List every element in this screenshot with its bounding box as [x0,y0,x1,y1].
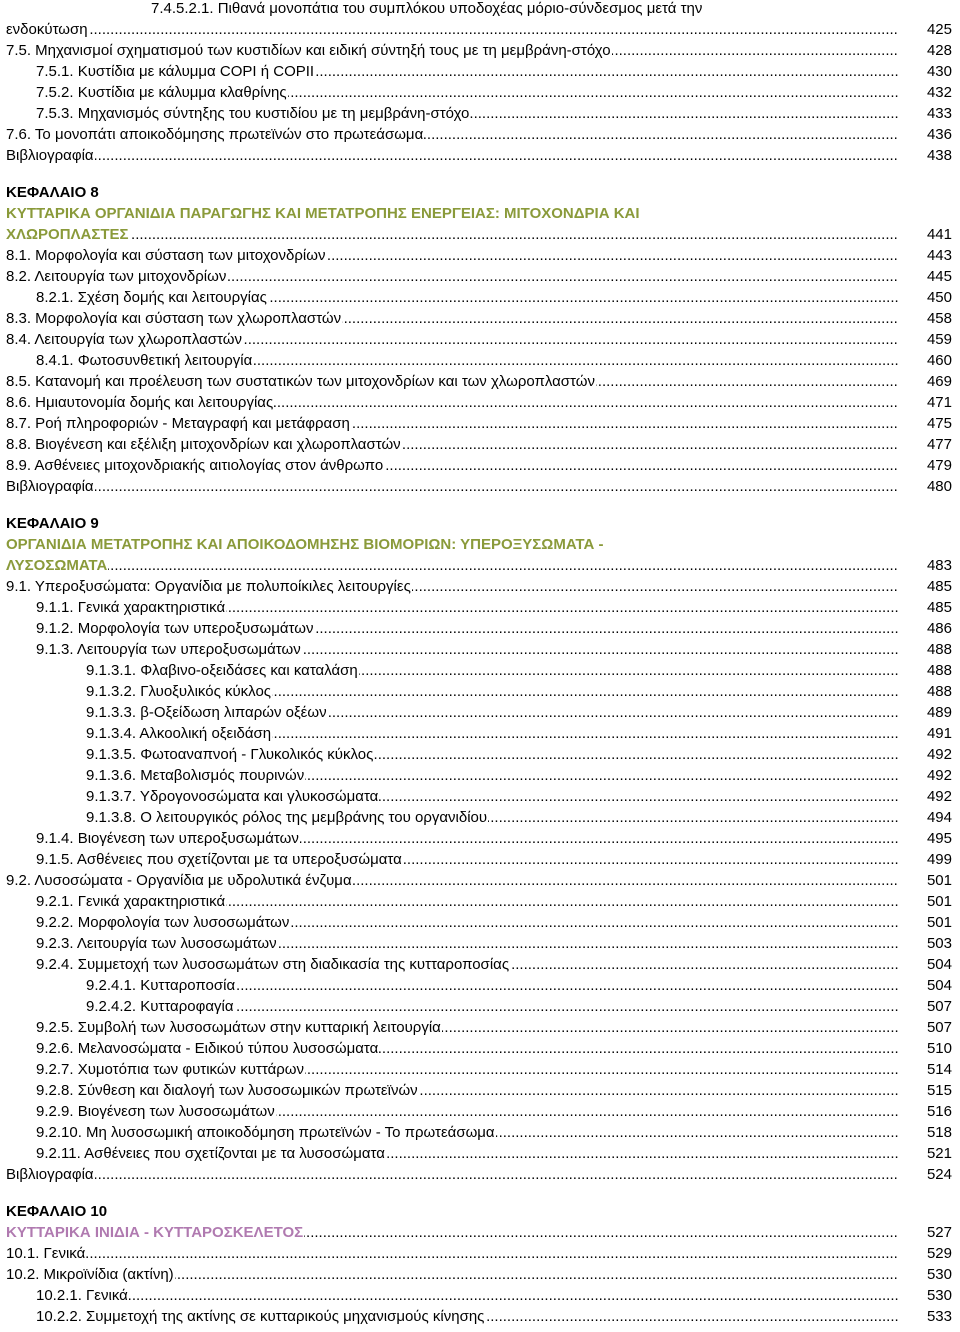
toc-entry[interactable] [6,807,956,828]
toc-entry[interactable] [6,1017,956,1038]
entry-title: 8.6. Ημιαυτονομία δομής και λειτουργίας [6,394,274,411]
entry-title: 8.8. Βιογένεση και εξέλιξη μιτοχονδρίων και χλωροπλαστών [6,436,401,453]
dot-leader [6,476,898,497]
page-number: 432 [926,84,952,101]
toc-entry[interactable] [6,61,956,82]
toc-entry[interactable] [6,1038,956,1059]
toc-entry[interactable] [6,1143,956,1164]
toc-entry[interactable] [6,1059,956,1080]
dot-leader [6,145,898,166]
chapter-number-text: ΚΕΦΑΛΑΙΟ 10 [6,1203,108,1220]
page-number: 459 [926,331,952,348]
entry-title: 9.2.8. Σύνθεση και διαλογή των λυσοσωμικών πρωτεϊνών [36,1082,418,1099]
page-number: 518 [926,1124,952,1141]
toc-entry[interactable] [6,434,956,455]
entry-title: 7.5.2. Κυστίδια με κάλυμμα κλαθρίνης [36,84,287,101]
toc-entry[interactable] [6,82,956,103]
toc-entry[interactable] [6,266,956,287]
toc-entry[interactable] [6,639,956,660]
entry-title: 9.2.3. Λειτουργία των λυσοσωμάτων [36,935,277,952]
entry-title: 9.2.6. Μελανοσώματα - Ειδικού τύπου λυσοσώματα [36,1040,379,1057]
toc-entry[interactable] [6,660,956,681]
entry-title: 9.2.4.1. Κυτταροποσία [86,977,236,994]
entry-title: 9.2.1. Γενικά χαρακτηριστικά [36,893,226,910]
section-gap [6,1185,956,1201]
page-number: 445 [926,268,952,285]
page-number: 501 [926,872,952,889]
toc-entry[interactable] [6,308,956,329]
entry-title: 8.1. Μορφολογία και σύσταση των μιτοχονδρίων [6,247,326,264]
entry-title: 10.2.1. Γενικά [36,1287,128,1304]
chapter-title-text: ΚΥΤΤΑΡΙΚΑ ΟΡΓΑΝΙΔΙΑ ΠΑΡΑΓΩΓΗΣ ΚΑΙ ΜΕΤΑΤΡΟΠΗΣ ΕΝΕΡΓΕΙΑΣ: ΜΙΤΟΧΟΝΔΡΙΑ ΚΑΙ [6,205,640,222]
entry-title: 10.2. Μικροϊνίδια (ακτίνη) [6,1266,174,1283]
entry-title: 9.1.3.7. Υδρογονοσώματα και γλυκοσώματα [86,788,379,805]
page-number: 477 [926,436,952,453]
entry-title: ΛΥΣΟΣΩΜΑΤΑ [6,557,108,574]
page-number: 483 [926,557,952,574]
chapter-number-text: ΚΕΦΑΛΑΙΟ 9 [6,515,99,532]
page-number: 530 [926,1287,952,1304]
toc-entry[interactable] [6,392,956,413]
entry-title: Βιβλιογραφία [6,1166,94,1183]
section-gap [6,166,956,182]
page-number: 433 [926,105,952,122]
entry-title: 9.2. Λυσοσώματα - Οργανίδια με υδρολυτικά ένζυμα [6,872,352,889]
table-of-contents [6,0,956,1327]
page-number: 428 [926,42,952,59]
toc-entry[interactable] [6,786,956,807]
entry-title: 10.1. Γενικά [6,1245,86,1262]
toc-entry[interactable] [6,287,956,308]
entry-title: 9.2.7. Χυμοτόπια των φυτικών κυττάρων [36,1061,304,1078]
page-number: 504 [926,977,952,994]
page-number: 438 [926,147,952,164]
page-number: 529 [926,1245,952,1262]
entry-title: 9.1.3.3. β-Οξείδωση λιπαρών οξέων [86,704,327,721]
page-number: 530 [926,1266,952,1283]
toc-entry[interactable] [6,455,956,476]
toc-entry[interactable] [6,1164,956,1185]
entry-title: 9.2.2. Μορφολογία των λυσοσωμάτων [36,914,290,931]
entry-title: 9.1. Υπεροξυσώματα: Οργανίδια με πολυποίκιλες λειτουργίες [6,578,411,595]
page-number: 516 [926,1103,952,1120]
entry-title: 8.2. Λειτουργία των μιτοχονδρίων [6,268,227,285]
toc-entry[interactable] [6,744,956,765]
toc-entry[interactable] [6,576,956,597]
toc-entry[interactable] [6,1122,956,1143]
page-number: 507 [926,998,952,1015]
entry-title: 9.1.3. Λειτουργία των υπεροξυσωμάτων [36,641,301,658]
chapter-title-entry[interactable] [6,555,956,576]
page-number: 533 [926,1308,952,1325]
page-number: 492 [926,767,952,784]
entry-title: 9.1.3.8. Ο λειτουργικός ρόλος της μεμβράνης του οργανιδίου [86,809,488,826]
chapter-number [6,182,956,203]
toc-entry[interactable] [6,975,956,996]
chapter-title-text: ΟΡΓΑΝΙΔΙΑ ΜΕΤΑΤΡΟΠΗΣ ΚΑΙ ΑΠΟΙΚΟΔΟΜΗΣΗΣ ΒΙΟΜΟΡΙΩΝ: ΥΠΕΡΟΞΥΣΩΜΑΤΑ - [6,536,604,553]
entry-title: ΚΥΤΤΑΡΙΚΑ ΙΝΙΔΙΑ - ΚΥΤΤΑΡΟΣΚΕΛΕΤΟΣ [6,1224,304,1241]
page-number: 450 [926,289,952,306]
page-number: 515 [926,1082,952,1099]
dot-leader [6,555,898,576]
page-number: 443 [926,247,952,264]
toc-entry[interactable] [6,1080,956,1101]
dot-leader [36,1285,898,1306]
entry-title: 10.2.2. Συμμετοχή της ακτίνης σε κυτταρικούς μηχανισμούς κίνησης [36,1308,485,1325]
chapter-number-text: ΚΕΦΑΛΑΙΟ 8 [6,184,99,201]
toc-entry[interactable] [6,849,956,870]
toc-entry[interactable] [6,1285,956,1306]
page-number: 495 [926,830,952,847]
toc-entry[interactable] [6,1243,956,1264]
page-number: 486 [926,620,952,637]
page-number: 436 [926,126,952,143]
toc-entry[interactable] [6,413,956,434]
page-number: 425 [926,21,952,38]
toc-entry[interactable] [6,618,956,639]
page-number: 501 [926,914,952,931]
entry-title: 7.4.5.2.1. Πιθανά μονοπάτια του συμπλόκου υποδοχέας μόριο-σύνδεσμος μετά την [151,0,703,17]
page-number: 524 [926,1166,952,1183]
dot-leader [6,1243,898,1264]
page-number: 499 [926,851,952,868]
page-number: 430 [926,63,952,80]
page-number: 475 [926,415,952,432]
toc-entry[interactable] [6,954,956,975]
toc-entry[interactable] [6,329,956,350]
page-number: 471 [926,394,952,411]
toc-entry[interactable] [6,350,956,371]
page-number: 488 [926,662,952,679]
toc-entry[interactable] [6,19,956,40]
entry-title: 9.1.1. Γενικά χαρακτηριστικά [36,599,226,616]
entry-title: 9.1.4. Βιογένεση των υπεροξυσωμάτων [36,830,299,847]
page-number: 503 [926,935,952,952]
entry-title: 9.2.4.2. Κυτταροφαγία [86,998,234,1015]
toc-entry[interactable] [6,124,956,145]
entry-title: 9.1.3.1. Φλαβινο-οξειδάσες και καταλάση [86,662,358,679]
entry-title: 9.2.11. Ασθένειες που σχετίζονται με τα λυσοσώματα [36,1145,385,1162]
page-number: 521 [926,1145,952,1162]
entry-title: 7.5. Μηχανισμοί σχηματισμού των κυστιδίων και ειδική σύντηξή τους με τη μεμβράνη-στόχο [6,42,611,59]
entry-title: 9.2.5. Συμβολή των λυσοσωμάτων στην κυτταρική λειτουργία [36,1019,441,1036]
page-number: 491 [926,725,952,742]
entry-title: 8.3. Μορφολογία και σύσταση των χλωροπλαστών [6,310,342,327]
entry-title: Βιβλιογραφία [6,478,94,495]
page-number: 488 [926,683,952,700]
entry-title: ενδοκύτωση [6,21,88,38]
page-number: 458 [926,310,952,327]
entry-title: 8.4.1. Φωτοσυνθετική λειτουργία [36,352,253,369]
entry-title: 9.2.4. Συμμετοχή των λυσοσωμάτων στη διαδικασία της κυτταροποσίας [36,956,510,973]
entry-title: 9.1.3.5. Φωτοαναπνοή - Γλυκολικός κύκλος [86,746,374,763]
toc-entry[interactable] [6,1306,956,1327]
toc-entry[interactable] [6,870,956,891]
entry-title: 9.2.9. Βιογένεση των λυσοσωμάτων [36,1103,275,1120]
entry-title: 8.2.1. Σχέση δομής και λειτουργίας [36,289,267,306]
page-number: 501 [926,893,952,910]
entry-title: 9.1.5. Ασθένειες που σχετίζονται με τα υπεροξυσώματα [36,851,402,868]
chapter-title-entry[interactable] [6,224,956,245]
page-number: 494 [926,809,952,826]
page-number: 504 [926,956,952,973]
toc-entry[interactable] [6,765,956,786]
page-number: 460 [926,352,952,369]
toc-entry[interactable] [6,996,956,1017]
toc-entry[interactable] [6,597,956,618]
dot-leader [6,19,898,40]
toc-entry[interactable] [6,828,956,849]
dot-leader [6,224,898,245]
entry-title: 9.1.2. Μορφολογία των υπεροξυσωμάτων [36,620,314,637]
toc-entry[interactable] [6,476,956,497]
entry-title: 9.1.3.4. Αλκοολική οξειδάση [86,725,272,742]
toc-entry[interactable] [6,103,956,124]
entry-title: 8.5. Κατανομή και προέλευση των συστατικών των μιτοχονδρίων και των χλωροπλαστών [6,373,595,390]
page-number: 480 [926,478,952,495]
entry-title: 9.1.3.2. Γλυοξυλικός κύκλος [86,683,272,700]
toc-entry[interactable] [6,933,956,954]
entry-title: 7.5.1. Κυστίδια με κάλυμμα COPI ή COPII [36,63,315,80]
toc-entry[interactable] [6,723,956,744]
toc-entry[interactable] [6,912,956,933]
page-number: 527 [926,1224,952,1241]
chapter-number [6,1201,956,1222]
entry-title: 8.7. Ροή πληροφοριών - Μεταγραφή και μετάφραση [6,415,350,432]
page-number: 492 [926,746,952,763]
page-number: 514 [926,1061,952,1078]
toc-entry[interactable] [6,891,956,912]
toc-entry[interactable] [6,145,956,166]
page-number: 510 [926,1040,952,1057]
toc-entry[interactable] [6,702,956,723]
chapter-number [6,513,956,534]
entry-title: 8.4. Λειτουργία των χλωροπλαστών [6,331,242,348]
toc-entry[interactable] [6,245,956,266]
entry-title: Βιβλιογραφία [6,147,94,164]
page-number: 485 [926,599,952,616]
entry-title: 7.5.3. Μηχανισμός σύντηξης του κυστιδίου με τη μεμβράνη-στόχο [36,105,470,122]
section-gap [6,497,956,513]
entry-title: 8.9. Ασθένειες μιτοχονδριακής αιτιολογίας στον άνθρωπο [6,457,384,474]
page-number: 485 [926,578,952,595]
entry-title: 9.2.10. Μη λυσοσωμική αποικοδόμηση πρωτεϊνών - Το πρωτεάσωμα [36,1124,495,1141]
toc-entry[interactable] [6,1101,956,1122]
page-number: 479 [926,457,952,474]
toc-entry[interactable] [6,0,956,19]
page-number: 507 [926,1019,952,1036]
toc-entry[interactable] [6,681,956,702]
entry-title: 7.6. Το μονοπάτι αποικοδόμησης πρωτεϊνών στο πρωτεάσωμα [6,126,424,143]
page-number: 489 [926,704,952,721]
entry-title: ΧΛΩΡΟΠΛΑΣΤΕΣ [6,226,129,243]
chapter-title [6,203,956,224]
entry-title: 9.1.3.6. Μεταβολισμός πουρινών [86,767,305,784]
page-number: 488 [926,641,952,658]
chapter-title [6,534,956,555]
toc-entry[interactable] [6,40,956,61]
page-number: 492 [926,788,952,805]
toc-entry[interactable] [6,371,956,392]
page-number: 441 [926,226,952,243]
dot-leader [6,1164,898,1185]
chapter-title-entry[interactable] [6,1222,956,1243]
toc-entry[interactable] [6,1264,956,1285]
page-number: 469 [926,373,952,390]
